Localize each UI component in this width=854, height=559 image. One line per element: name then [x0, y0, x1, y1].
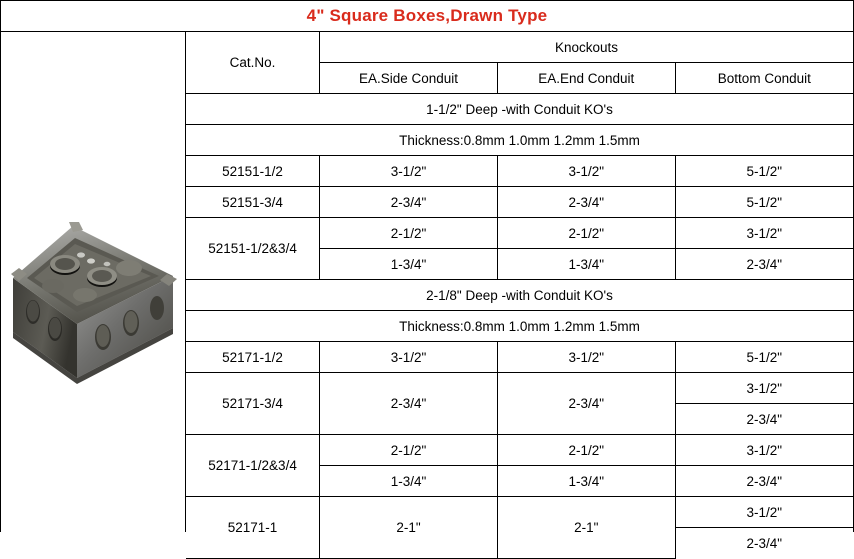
square-box-illustration — [7, 182, 179, 397]
cell-bottom-conduit: 2-3/4" — [675, 249, 853, 280]
cell-bottom-conduit: 5-1/2" — [675, 342, 853, 373]
table-row — [186, 497, 853, 528]
cell-bottom-conduit: 5-1/2" — [675, 156, 853, 187]
specification-table — [186, 32, 853, 559]
table-row — [186, 435, 853, 466]
section-2-line-2: Thickness:0.8mm 1.0mm 1.2mm 1.5mm — [186, 311, 853, 342]
cell-bottom-conduit: 2-3/4" — [675, 528, 853, 559]
cell-side-conduit: 2-3/4" — [320, 187, 498, 218]
cell-bottom-conduit: 2-3/4" — [675, 404, 853, 435]
table-row — [186, 187, 853, 218]
header-ea-end-conduit: EA.End Conduit — [497, 63, 675, 94]
cell-cat-no: 52171-1/2 — [186, 342, 320, 373]
cell-end-conduit: 2-1/2" — [497, 435, 675, 466]
cell-end-conduit: 3-1/2" — [497, 342, 675, 373]
table-row — [186, 156, 853, 187]
cell-side-conduit: 2-1/2" — [320, 435, 498, 466]
product-image-column — [1, 32, 186, 532]
header-ea-side-conduit: EA.Side Conduit — [320, 63, 498, 94]
cell-side-conduit: 3-1/2" — [320, 156, 498, 187]
cell-bottom-conduit: 3-1/2" — [675, 435, 853, 466]
cell-end-conduit: 1-3/4" — [497, 466, 675, 497]
cell-bottom-conduit: 3-1/2" — [675, 218, 853, 249]
cell-cat-no: 52171-1 — [186, 497, 320, 559]
table-row — [186, 342, 853, 373]
section-1-line-2: Thickness:0.8mm 1.0mm 1.2mm 1.5mm — [186, 125, 853, 156]
section-2-line-1: 2-1/8" Deep -with Conduit KO's — [186, 280, 853, 311]
cell-side-conduit: 1-3/4" — [320, 249, 498, 280]
section-header-row — [186, 280, 853, 311]
section-header-row — [186, 94, 853, 125]
header-cat-no: Cat.No. — [186, 32, 320, 94]
section-1-line-1: 1-1/2" Deep -with Conduit KO's — [186, 94, 853, 125]
header-knockouts: Knockouts — [320, 32, 853, 63]
cell-bottom-conduit: 3-1/2" — [675, 497, 853, 528]
section-header-row — [186, 125, 853, 156]
page-title: 4" Square Boxes,Drawn Type — [306, 6, 548, 25]
product-photo — [7, 182, 179, 397]
page-title-bar — [1, 1, 853, 32]
cell-cat-no: 52151-1/2&3/4 — [186, 218, 320, 280]
cell-bottom-conduit: 2-3/4" — [675, 466, 853, 497]
cell-end-conduit: 2-1/2" — [497, 218, 675, 249]
cell-end-conduit: 1-3/4" — [497, 249, 675, 280]
table-header-row-1 — [186, 32, 853, 63]
spec-table-column — [186, 32, 853, 551]
header-bottom-conduit: Bottom Conduit — [675, 63, 853, 94]
cell-cat-no: 52171-3/4 — [186, 373, 320, 435]
cell-cat-no: 52151-3/4 — [186, 187, 320, 218]
cell-side-conduit: 2-3/4" — [320, 373, 498, 435]
cell-bottom-conduit: 5-1/2" — [675, 187, 853, 218]
cell-cat-no: 52151-1/2 — [186, 156, 320, 187]
section-header-row — [186, 311, 853, 342]
cell-end-conduit: 2-3/4" — [497, 373, 675, 435]
content-area — [1, 32, 853, 551]
cell-end-conduit: 3-1/2" — [497, 156, 675, 187]
cell-end-conduit: 2-1" — [497, 497, 675, 559]
cell-cat-no: 52171-1/2&3/4 — [186, 435, 320, 497]
table-row — [186, 373, 853, 404]
cell-end-conduit: 2-3/4" — [497, 187, 675, 218]
table-row — [186, 218, 853, 249]
cell-side-conduit: 2-1" — [320, 497, 498, 559]
cell-side-conduit: 1-3/4" — [320, 466, 498, 497]
cell-side-conduit: 2-1/2" — [320, 218, 498, 249]
cell-side-conduit: 3-1/2" — [320, 342, 498, 373]
cell-bottom-conduit: 3-1/2" — [675, 373, 853, 404]
